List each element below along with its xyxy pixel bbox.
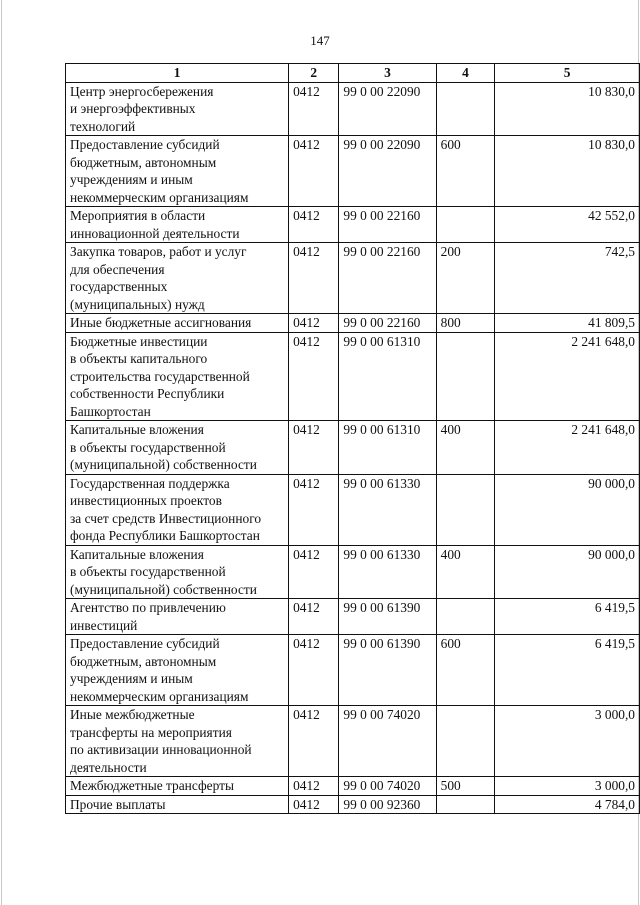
cell-name: Центр энергосбережения и энергоэффективных технологий [66, 82, 289, 136]
cell-amount: 90 000,0 [495, 474, 640, 545]
table-row [66, 706, 640, 777]
cell-section-code: 0412 [289, 474, 339, 545]
cell-name: Агентство по привлечению инвестиций [66, 599, 289, 635]
cell-target-article: 99 0 00 22160 [339, 314, 436, 333]
budget-table [65, 63, 640, 814]
cell-amount: 41 809,5 [495, 314, 640, 333]
cell-expense-type: 600 [436, 136, 495, 207]
cell-amount: 2 241 648,0 [495, 421, 640, 475]
cell-section-code: 0412 [289, 207, 339, 243]
cell-amount: 4 784,0 [495, 795, 640, 814]
cell-target-article: 99 0 00 61330 [339, 545, 436, 599]
table-row [66, 421, 640, 475]
cell-target-article: 99 0 00 61330 [339, 474, 436, 545]
cell-target-article: 99 0 00 74020 [339, 706, 436, 777]
cell-section-code: 0412 [289, 421, 339, 475]
cell-section-code: 0412 [289, 599, 339, 635]
cell-name: Предоставление субсидий бюджетным, автономным учреждениям и иным некоммерческим организациям [66, 136, 289, 207]
table-row [66, 207, 640, 243]
table-row [66, 314, 640, 333]
cell-section-code: 0412 [289, 795, 339, 814]
cell-section-code: 0412 [289, 635, 339, 706]
table-row [66, 635, 640, 706]
header-col-3: 3 [339, 64, 436, 83]
table-row [66, 599, 640, 635]
cell-name: Иные межбюджетные трансферты на мероприятия по активизации инновационной деятельности [66, 706, 289, 777]
header-row [66, 64, 640, 83]
cell-expense-type: 800 [436, 314, 495, 333]
cell-name: Капитальные вложения в объекты государственной (муниципальной) собственности [66, 421, 289, 475]
table-row [66, 136, 640, 207]
header-col-1: 1 [66, 64, 289, 83]
cell-target-article: 99 0 00 61390 [339, 599, 436, 635]
header-col-5: 5 [495, 64, 640, 83]
cell-target-article: 99 0 00 22090 [339, 82, 436, 136]
cell-section-code: 0412 [289, 332, 339, 421]
cell-target-article: 99 0 00 74020 [339, 777, 436, 796]
cell-target-article: 99 0 00 61310 [339, 421, 436, 475]
cell-name: Закупка товаров, работ и услуг для обеспечения государственных (муниципальных) нужд [66, 243, 289, 314]
cell-expense-type: 600 [436, 635, 495, 706]
cell-name: Мероприятия в области инновационной деятельности [66, 207, 289, 243]
table-row [66, 545, 640, 599]
cell-name: Межбюджетные трансферты [66, 777, 289, 796]
cell-target-article: 99 0 00 22090 [339, 136, 436, 207]
cell-expense-type [436, 599, 495, 635]
cell-expense-type [436, 795, 495, 814]
cell-name: Капитальные вложения в объекты государственной (муниципальной) собственности [66, 545, 289, 599]
cell-amount: 10 830,0 [495, 82, 640, 136]
cell-target-article: 99 0 00 61310 [339, 332, 436, 421]
cell-amount: 6 419,5 [495, 635, 640, 706]
cell-target-article: 99 0 00 61390 [339, 635, 436, 706]
header-col-2: 2 [289, 64, 339, 83]
cell-name: Иные бюджетные ассигнования [66, 314, 289, 333]
cell-name: Бюджетные инвестиции в объекты капитального строительства государственной собственности Республики Башкортостан [66, 332, 289, 421]
cell-expense-type: 400 [436, 421, 495, 475]
cell-expense-type [436, 474, 495, 545]
cell-name: Государственная поддержка инвестиционных проектов за счет средств Инвестиционного фонда Республики Башкортостан [66, 474, 289, 545]
cell-amount: 42 552,0 [495, 207, 640, 243]
cell-section-code: 0412 [289, 777, 339, 796]
cell-amount: 3 000,0 [495, 706, 640, 777]
cell-expense-type: 400 [436, 545, 495, 599]
cell-section-code: 0412 [289, 706, 339, 777]
cell-expense-type: 500 [436, 777, 495, 796]
table-row [66, 795, 640, 814]
cell-expense-type [436, 332, 495, 421]
cell-amount: 10 830,0 [495, 136, 640, 207]
cell-amount: 90 000,0 [495, 545, 640, 599]
cell-section-code: 0412 [289, 82, 339, 136]
table-row [66, 82, 640, 136]
cell-section-code: 0412 [289, 314, 339, 333]
cell-name: Предоставление субсидий бюджетным, автономным учреждениям и иным некоммерческим организациям [66, 635, 289, 706]
cell-name: Прочие выплаты [66, 795, 289, 814]
cell-section-code: 0412 [289, 136, 339, 207]
page-number: 147 [310, 33, 330, 48]
cell-target-article: 99 0 00 22160 [339, 207, 436, 243]
header-col-4: 4 [436, 64, 495, 83]
cell-expense-type [436, 82, 495, 136]
cell-expense-type [436, 706, 495, 777]
table-row [66, 243, 640, 314]
cell-amount: 3 000,0 [495, 777, 640, 796]
cell-amount: 742,5 [495, 243, 640, 314]
cell-section-code: 0412 [289, 545, 339, 599]
table-row [66, 777, 640, 796]
cell-section-code: 0412 [289, 243, 339, 314]
cell-expense-type: 200 [436, 243, 495, 314]
cell-amount: 2 241 648,0 [495, 332, 640, 421]
page-edge-left [1, 0, 2, 905]
table-row [66, 332, 640, 421]
cell-expense-type [436, 207, 495, 243]
cell-amount: 6 419,5 [495, 599, 640, 635]
cell-target-article: 99 0 00 92360 [339, 795, 436, 814]
table-row [66, 474, 640, 545]
cell-target-article: 99 0 00 22160 [339, 243, 436, 314]
